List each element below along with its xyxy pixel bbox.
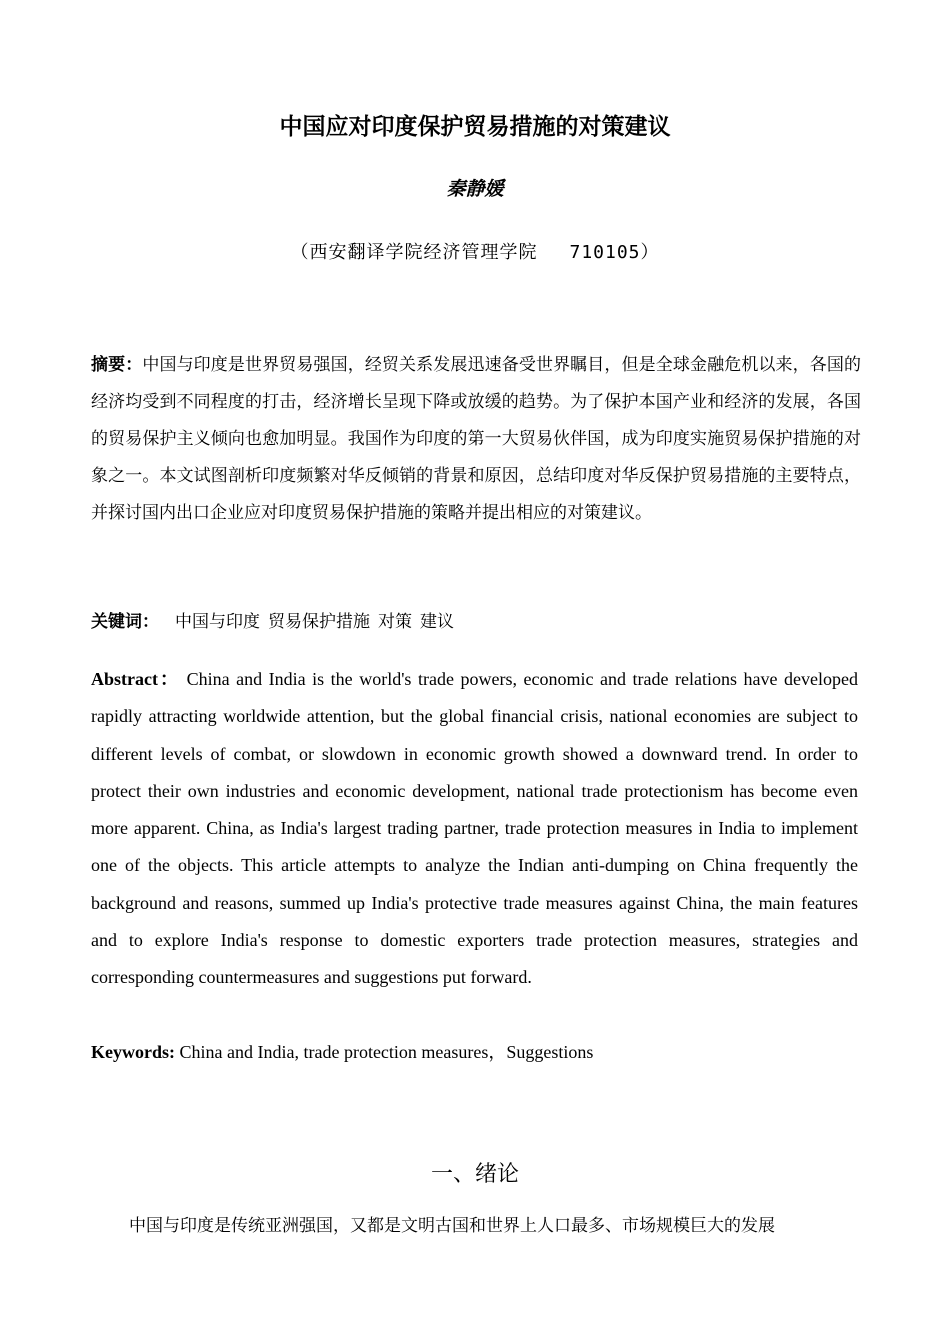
chinese-abstract [91, 347, 861, 532]
section-heading-introduction: 一、绪论 [430, 1162, 519, 1187]
chinese-keyword: 对策 [378, 612, 412, 632]
author-name: 秦静媛 [446, 178, 504, 200]
chinese-keyword: 中国与印度 [175, 612, 260, 632]
chinese-keyword: 贸易保护措施 [268, 612, 370, 632]
english-abstract [91, 661, 858, 997]
affiliation-postal-code: 710105 [569, 242, 641, 263]
chinese-abstract-label: 摘要： [91, 355, 143, 375]
introduction-paragraph: 中国与印度是传统亚洲强国，又都是文明古国和世界上人口最多、市场规模巨大的发展 [129, 1216, 775, 1236]
english-abstract-text: China and India is the world's trade powers, economic and trade relations have developed rapidly attracting worldwide attention, but the global financial crisis, national economies are subject to different levels of combat, or slowdown in economic growth showed a downward trend. In order to protect their own industries and economic development, national trade protectionism has become even more apparent. China, as India's largest trading partner, trade protection measures in India to implement one of the objects. This article attempts to analyze the Indian anti-dumping on China frequently the background and reasons, summed up India's protective trade measures against China, the main features and to explore India's response to domestic exporters trade protection measures, strategies and corresponding countermeasures and suggestions put forward. [91, 669, 859, 988]
english-abstract-label: Abstract： [91, 669, 181, 689]
chinese-keyword: 建议 [420, 612, 454, 632]
chinese-keywords-label: 关键词： [91, 612, 159, 632]
paper-title: 中国应对印度保护贸易措施的对策建议 [279, 114, 671, 140]
affiliation-institution: 西安翻译学院经济管理学院 [309, 242, 538, 263]
chinese-abstract-text: 中国与印度是世界贸易强国，经贸关系发展迅速备受世界瞩目，但是全球金融危机以来，各国的经济均受到不同程度的打击，经济增长呈现下降或放缓的趋势。为了保护本国产业和经济的发展，各国的贸易保护主义倾向也愈加明显。我国作为印度的第一大贸易伙伴国，成为印度实施贸易保护措施的对象之一。本文试图剖析印度频繁对华反倾销的背景和原因，总结印度对华反保护贸易措施的主要特点，并探讨国内出口企业应对印度贸易保护措施的策略并提出相应的对策建议。 [91, 355, 862, 523]
affiliation-open-paren: （ [290, 242, 310, 263]
english-keywords [91, 1036, 858, 1068]
chinese-keywords [91, 604, 861, 641]
english-keywords-text: China and India, trade protection measures，Suggestions [175, 1042, 594, 1062]
english-keywords-label: Keywords: [91, 1042, 175, 1062]
author-affiliation [0, 238, 950, 268]
affiliation-close-paren: ） [640, 242, 660, 263]
